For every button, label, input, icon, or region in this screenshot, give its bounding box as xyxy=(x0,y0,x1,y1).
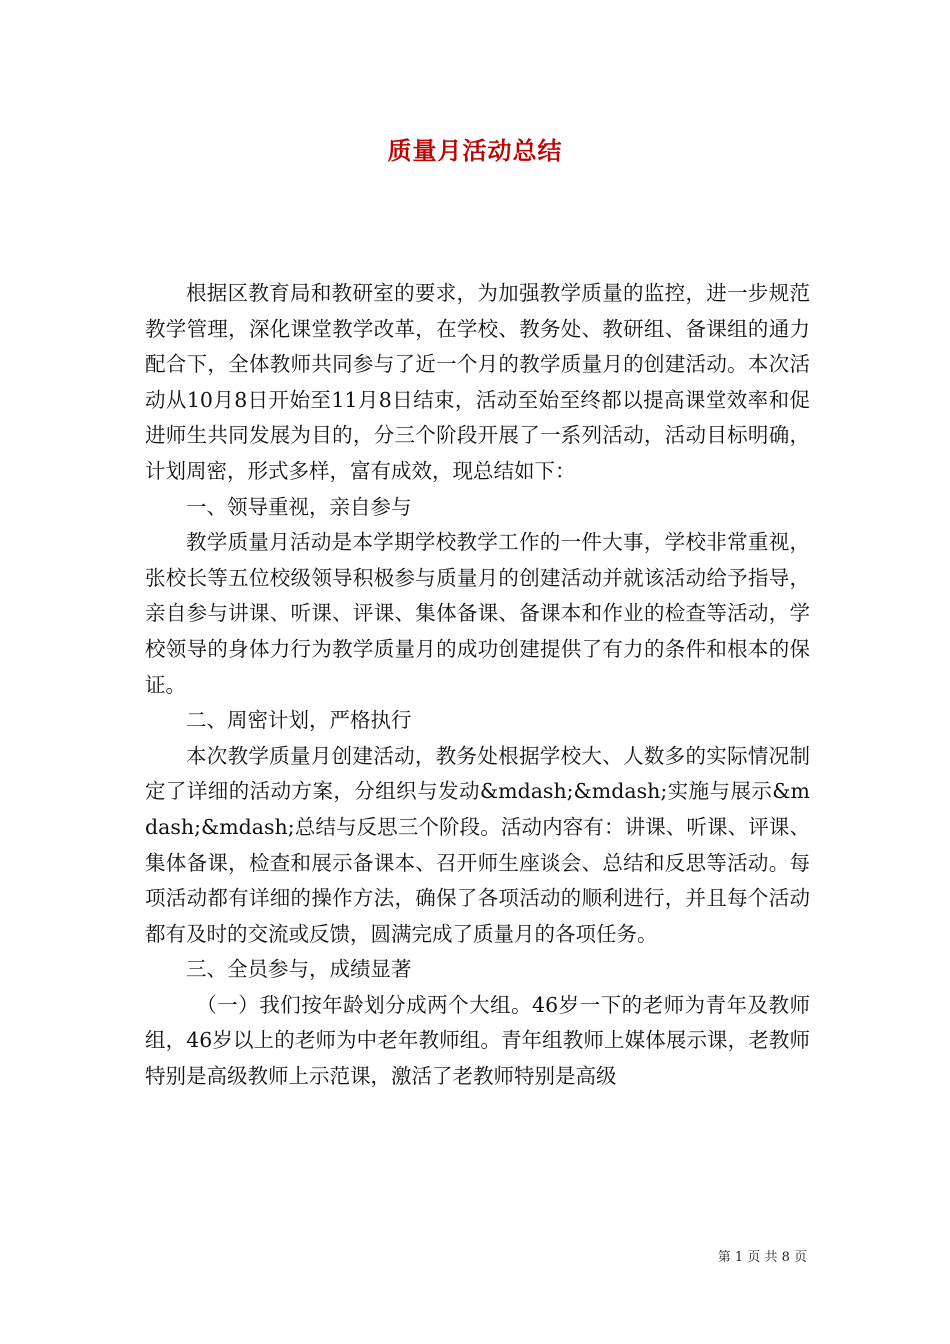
page-number: 第 1 页 共 8 页 xyxy=(717,1250,807,1265)
page-title: 质量月活动总结 xyxy=(387,136,563,165)
document-body xyxy=(145,276,810,1095)
section-heading-2: 二、周密计划，严格执行 xyxy=(186,708,412,733)
section-heading-3: 三、全员参与，成绩显著 xyxy=(186,957,412,982)
section-2-paragraph: 本次教学质量月创建活动，教务处根据学校大、人数多的实际情况制定了详细的活动方案，分组织与发动&mdash;&mdash;实施与展示&mdash;&mdash;总结与反思三个阶段。活动内容有：讲课、听课、评课、集体备课，检查和展示备课本、召开师生座谈会、总结和反思等活动。每项活动都有详细的操作方法，确保了各项活动的顺利进行，并且每个活动都有及时的交流或反馈，圆满完成了质量月的各项任务。 xyxy=(145,743,810,946)
section-heading-1: 一、领导重视，亲自参与 xyxy=(186,494,412,519)
intro-paragraph: 根据区教育局和教研室的要求，为加强教学质量的监控，进一步规范教学管理，深化课堂教学改革，在学校、教务处、教研组、备课组的通力配合下，全体教师共同参与了近一个月的教学质量月的创建活动。本次活动从10月8日开始至11月8日结束，活动至始至终都以提高课堂效率和促进师生共同发展为目的，分三个阶段开展了一系列活动，活动目标明确，计划周密，形式多样，富有成效，现总结如下： xyxy=(145,281,810,483)
section-3-paragraph: （一）我们按年龄划分成两个大组。46岁一下的老师为青年及教师组，46岁以上的老师为中老年教师组。青年组教师上媒体展示课，老教师特别是高级教师上示范课，激活了老教师特别是高级 xyxy=(145,992,810,1089)
section-1-paragraph: 教学质量月活动是本学期学校教学工作的一件大事，学校非常重视，张校长等五位校级领导积极参与质量月的创建活动并就该活动给予指导，亲自参与讲课、听课、评课、集体备课、备课本和作业的检查等活动，学校领导的身体力行为教学质量月的成功创建提供了有力的条件和根本的保证。 xyxy=(145,530,810,697)
